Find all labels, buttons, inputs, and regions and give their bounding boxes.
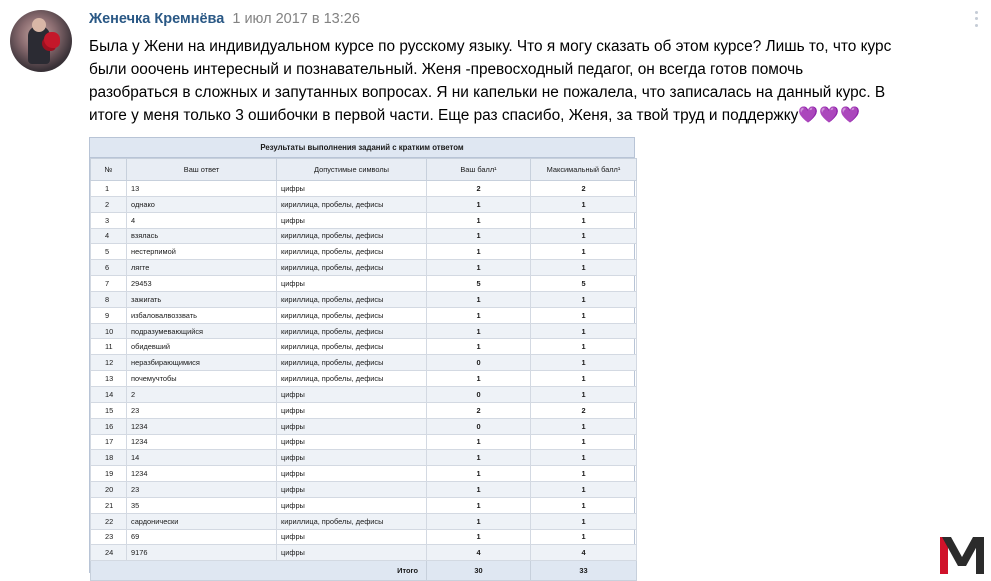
row-allowed-symbols: цифры [277, 386, 427, 402]
row-answer: однако [127, 196, 277, 212]
row-max-score: 1 [531, 434, 637, 450]
row-score: 1 [427, 513, 531, 529]
row-score: 0 [427, 418, 531, 434]
column-header: Ваш балл¹ [427, 159, 531, 181]
row-number: 1 [91, 181, 127, 197]
row-score: 1 [427, 228, 531, 244]
row-max-score: 1 [531, 323, 637, 339]
row-answer: избаловалвоззвать [127, 307, 277, 323]
row-number: 5 [91, 244, 127, 260]
row-number: 15 [91, 402, 127, 418]
row-number: 14 [91, 386, 127, 402]
author-avatar[interactable] [10, 10, 72, 72]
row-allowed-symbols: цифры [277, 466, 427, 482]
results-row [91, 260, 637, 276]
post-text [89, 35, 979, 127]
row-number: 23 [91, 529, 127, 545]
column-header: Допустимые символы [277, 159, 427, 181]
results-row [91, 244, 637, 260]
row-score: 5 [427, 276, 531, 292]
row-answer: 9176 [127, 545, 277, 561]
row-answer: 23 [127, 402, 277, 418]
total-max: 33 [531, 561, 637, 581]
row-max-score: 1 [531, 307, 637, 323]
row-answer: 14 [127, 450, 277, 466]
row-allowed-symbols: цифры [277, 434, 427, 450]
results-row [91, 181, 637, 197]
post-date-link[interactable]: 1 июл 2017 в 13:26 [232, 11, 360, 27]
row-score: 1 [427, 260, 531, 276]
row-answer: обидевший [127, 339, 277, 355]
row-score: 1 [427, 466, 531, 482]
row-score: 1 [427, 339, 531, 355]
results-row [91, 466, 637, 482]
row-number: 6 [91, 260, 127, 276]
row-max-score: 1 [531, 466, 637, 482]
column-header: Ваш ответ [127, 159, 277, 181]
post-text-line-last [89, 104, 979, 127]
row-number: 9 [91, 307, 127, 323]
author-name-link[interactable]: Женечка Кремнёва [89, 11, 225, 27]
results-row [91, 291, 637, 307]
row-number: 21 [91, 497, 127, 513]
row-max-score: 1 [531, 196, 637, 212]
results-row [91, 497, 637, 513]
avatar-rose [44, 32, 60, 48]
row-allowed-symbols: цифры [277, 482, 427, 498]
row-number: 18 [91, 450, 127, 466]
results-caption: Результаты выполнения заданий с кратким ответом [90, 138, 634, 158]
results-row [91, 513, 637, 529]
row-answer: неразбирающимися [127, 355, 277, 371]
row-score: 1 [427, 482, 531, 498]
row-allowed-symbols: кириллица, пробелы, дефисы [277, 371, 427, 387]
row-score: 1 [427, 434, 531, 450]
row-number: 12 [91, 355, 127, 371]
post-text-line: Была у Жени на индивидуальном курсе по русскому языку. Что я могу сказать об этом курсе? Лишь то, что курс [89, 38, 892, 55]
row-allowed-symbols: цифры [277, 450, 427, 466]
results-row [91, 482, 637, 498]
row-number: 17 [91, 434, 127, 450]
row-number: 22 [91, 513, 127, 529]
row-allowed-symbols: цифры [277, 402, 427, 418]
row-allowed-symbols: цифры [277, 497, 427, 513]
attached-image-results[interactable] [89, 137, 635, 576]
row-max-score: 2 [531, 402, 637, 418]
row-allowed-symbols: кириллица, пробелы, дефисы [277, 196, 427, 212]
row-allowed-symbols: кириллица, пробелы, дефисы [277, 260, 427, 276]
row-number: 8 [91, 291, 127, 307]
heart-emoji-icon: 💜💜💜 [798, 107, 862, 124]
row-max-score: 2 [531, 181, 637, 197]
row-score: 1 [427, 450, 531, 466]
row-allowed-symbols: кириллица, пробелы, дефисы [277, 228, 427, 244]
row-number: 24 [91, 545, 127, 561]
row-max-score: 1 [531, 386, 637, 402]
row-number: 16 [91, 418, 127, 434]
row-number: 2 [91, 196, 127, 212]
row-score: 4 [427, 545, 531, 561]
row-number: 10 [91, 323, 127, 339]
results-row [91, 307, 637, 323]
results-row [91, 402, 637, 418]
row-allowed-symbols: кириллица, пробелы, дефисы [277, 307, 427, 323]
row-number: 3 [91, 212, 127, 228]
total-score: 30 [427, 561, 531, 581]
results-row [91, 529, 637, 545]
watermark-logo [938, 533, 986, 575]
row-allowed-symbols: цифры [277, 276, 427, 292]
row-score: 1 [427, 497, 531, 513]
row-allowed-symbols: цифры [277, 212, 427, 228]
row-score: 1 [427, 307, 531, 323]
results-row [91, 355, 637, 371]
row-score: 1 [427, 212, 531, 228]
row-score: 1 [427, 244, 531, 260]
row-answer: лягте [127, 260, 277, 276]
row-score: 2 [427, 402, 531, 418]
post-text-line: были ооочень интересный и познавательный. Женя -превосходный педагог, он всегда готов помочь [89, 61, 804, 78]
row-max-score: 1 [531, 212, 637, 228]
row-score: 0 [427, 355, 531, 371]
row-answer: 4 [127, 212, 277, 228]
row-score: 0 [427, 386, 531, 402]
row-allowed-symbols: кириллица, пробелы, дефисы [277, 355, 427, 371]
row-answer: 69 [127, 529, 277, 545]
row-max-score: 1 [531, 228, 637, 244]
row-answer: зажигать [127, 291, 277, 307]
row-max-score: 1 [531, 260, 637, 276]
row-answer: взялась [127, 228, 277, 244]
row-answer: 23 [127, 482, 277, 498]
post-text-line-content: итоге у меня только 3 ошибочки в первой части. Еще раз спасибо, Женя, за твой труд и поддержку [89, 107, 799, 124]
row-number: 11 [91, 339, 127, 355]
results-row [91, 212, 637, 228]
results-row [91, 418, 637, 434]
column-header: № [91, 159, 127, 181]
results-row [91, 323, 637, 339]
row-max-score: 1 [531, 371, 637, 387]
results-row [91, 386, 637, 402]
results-body [91, 181, 637, 561]
row-max-score: 1 [531, 244, 637, 260]
row-answer: 13 [127, 181, 277, 197]
results-row [91, 196, 637, 212]
row-score: 1 [427, 371, 531, 387]
row-max-score: 4 [531, 545, 637, 561]
row-answer: 1234 [127, 418, 277, 434]
row-allowed-symbols: кириллица, пробелы, дефисы [277, 291, 427, 307]
results-header-row [91, 159, 637, 181]
row-score: 1 [427, 196, 531, 212]
row-answer: подразумевающийся [127, 323, 277, 339]
row-number: 7 [91, 276, 127, 292]
results-row [91, 450, 637, 466]
row-score: 1 [427, 291, 531, 307]
row-allowed-symbols: кириллица, пробелы, дефисы [277, 513, 427, 529]
row-allowed-symbols: кириллица, пробелы, дефисы [277, 323, 427, 339]
row-answer: 29453 [127, 276, 277, 292]
row-answer: нестерпимой [127, 244, 277, 260]
row-answer: 1234 [127, 434, 277, 450]
row-answer: 35 [127, 497, 277, 513]
more-options-icon[interactable] [970, 9, 982, 29]
row-answer: 2 [127, 386, 277, 402]
post-text-line: разобраться в сложных и запутанных вопросах. Я ни капельки не пожалела, что записалась на данный курс. В [89, 84, 886, 101]
row-allowed-symbols: цифры [277, 529, 427, 545]
column-header: Максимальный балл¹ [531, 159, 637, 181]
results-row [91, 371, 637, 387]
results-row [91, 434, 637, 450]
results-row [91, 276, 637, 292]
results-row [91, 228, 637, 244]
row-number: 4 [91, 228, 127, 244]
row-max-score: 1 [531, 450, 637, 466]
results-table [90, 158, 637, 581]
row-max-score: 1 [531, 513, 637, 529]
row-allowed-symbols: цифры [277, 181, 427, 197]
row-allowed-symbols: кириллица, пробелы, дефисы [277, 244, 427, 260]
results-row [91, 339, 637, 355]
row-score: 1 [427, 529, 531, 545]
row-allowed-symbols: цифры [277, 545, 427, 561]
total-label: Итого [91, 561, 427, 581]
row-max-score: 1 [531, 339, 637, 355]
row-score: 1 [427, 323, 531, 339]
row-max-score: 1 [531, 529, 637, 545]
row-max-score: 1 [531, 418, 637, 434]
avatar-head [32, 18, 46, 32]
row-max-score: 1 [531, 497, 637, 513]
row-answer: 1234 [127, 466, 277, 482]
row-number: 13 [91, 371, 127, 387]
row-number: 19 [91, 466, 127, 482]
row-max-score: 1 [531, 291, 637, 307]
post-header [89, 9, 360, 29]
row-allowed-symbols: кириллица, пробелы, дефисы [277, 339, 427, 355]
row-allowed-symbols: цифры [277, 418, 427, 434]
results-row [91, 545, 637, 561]
row-number: 20 [91, 482, 127, 498]
row-answer: почемучтобы [127, 371, 277, 387]
results-total-row [91, 561, 637, 581]
row-answer: сардонически [127, 513, 277, 529]
row-max-score: 1 [531, 482, 637, 498]
row-score: 2 [427, 181, 531, 197]
row-max-score: 1 [531, 355, 637, 371]
row-max-score: 5 [531, 276, 637, 292]
